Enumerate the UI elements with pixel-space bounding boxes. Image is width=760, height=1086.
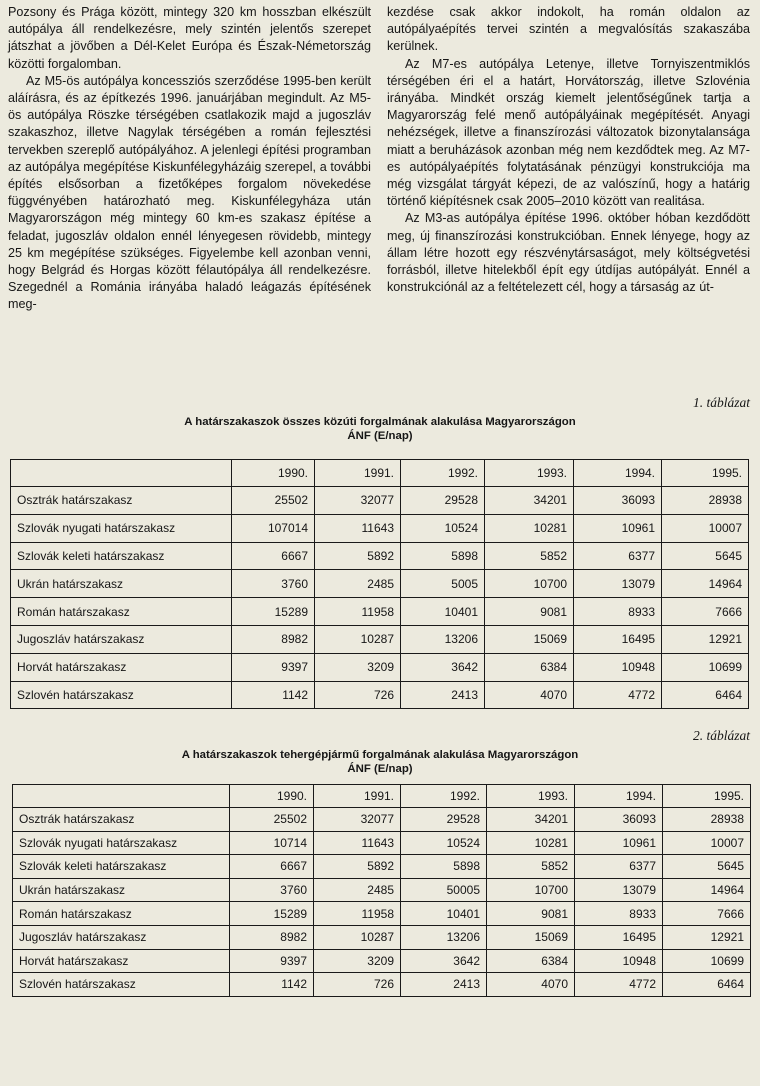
table-cell: 10524 xyxy=(401,831,487,855)
year-header: 1995. xyxy=(662,460,749,487)
paragraph: Az M3-as autópálya építése 1996. október hóban kezdődött meg, új finanszírozási konstrukcióban. Ennek lényege, hogy az állam létre hozott egy részvénytársaságot, mely költségvetési forrásból, illetve hitelekből épít egy útdíjas autópályát. Ennél a konstrukciónál az a feltételezett cél, hogy a társaság az út- xyxy=(387,211,750,295)
table-row xyxy=(13,808,751,832)
table-row xyxy=(13,925,751,949)
table-row xyxy=(11,514,749,542)
row-label: Ukrán határszakasz xyxy=(11,570,232,598)
table-row xyxy=(11,653,749,681)
table-row xyxy=(13,878,751,902)
table-cell: 5892 xyxy=(314,855,401,879)
table-cell: 10948 xyxy=(574,653,662,681)
table-row xyxy=(11,598,749,626)
table-2-label: 2. táblázat xyxy=(692,728,750,743)
table-row xyxy=(13,949,751,973)
table-2-title-line2: ÁNF (E/nap) xyxy=(347,763,413,775)
table-cell: 10287 xyxy=(314,925,401,949)
table-cell: 36093 xyxy=(575,808,663,832)
table-cell: 11958 xyxy=(314,902,401,926)
table-cell: 32077 xyxy=(314,808,401,832)
table-cell: 3760 xyxy=(232,570,315,598)
table-cell: 5852 xyxy=(485,542,574,570)
table-cell: 5892 xyxy=(315,542,401,570)
row-label: Szlovák nyugati határszakasz xyxy=(11,514,232,542)
table-row xyxy=(11,681,749,709)
table-1-label: 1. táblázat xyxy=(692,395,750,410)
table-cell: 15069 xyxy=(485,625,574,653)
table-cell: 6377 xyxy=(574,542,662,570)
table-cell: 28938 xyxy=(662,487,749,515)
table-cell: 3209 xyxy=(314,949,401,973)
year-header: 1993. xyxy=(487,785,575,808)
table-cell: 12921 xyxy=(663,925,751,949)
table-cell: 6667 xyxy=(232,542,315,570)
table-cell: 29528 xyxy=(401,808,487,832)
table-cell: 10401 xyxy=(401,902,487,926)
year-header: 1991. xyxy=(314,785,401,808)
table-2 xyxy=(12,784,751,997)
year-header: 1990. xyxy=(230,785,314,808)
row-label: Horvát határszakasz xyxy=(11,653,232,681)
table-row xyxy=(13,973,751,997)
table-cell: 4070 xyxy=(485,681,574,709)
table-cell: 2485 xyxy=(314,878,401,902)
table-1-title xyxy=(0,415,760,443)
table-cell: 29528 xyxy=(401,487,485,515)
paragraph: Pozsony és Prága között, mintegy 320 km hosszban elkészült autópálya áll rendelkezésre, mely szintén jelentős szerepet játszhat a jövőben a Dél-Kelet Európa és Észak-Németország közötti forgalomban. xyxy=(8,5,371,71)
paragraph: Az M7-es autópálya Letenye, illetve Tornyiszentmiklós térségében éri el a határt, Horvátország, illetve Szlovénia irányába. Mindkét ország kiemelt jelentőségűnek tartja a Magyarország felé menő autópályáinak megépítését. Anyagi nehézségek, illetve a finanszírozási változatok bizonytalansága miatt a beruházások azonban még nem kezdődtek meg. Az M7-es autópályaépítés folytatásának pénzügyi konstrukciója ma még vizsgálat tárgyát képezi, de az valószínű, hogy a határig történő kiépítésnek csak 2005–2010 között van realitása. xyxy=(387,56,750,209)
table-cell: 9081 xyxy=(485,598,574,626)
table-cell: 10524 xyxy=(401,514,485,542)
article-body xyxy=(8,4,750,388)
table-cell: 5852 xyxy=(487,855,575,879)
year-header: 1990. xyxy=(232,460,315,487)
table-cell: 5645 xyxy=(663,855,751,879)
table-cell: 10700 xyxy=(485,570,574,598)
table-cell: 10401 xyxy=(401,598,485,626)
table-cell: 10961 xyxy=(575,831,663,855)
table-cell: 15289 xyxy=(232,598,315,626)
row-label: Horvát határszakasz xyxy=(13,949,230,973)
row-label: Jugoszláv határszakasz xyxy=(13,925,230,949)
table-header-row xyxy=(13,785,751,808)
table-cell: 13206 xyxy=(401,925,487,949)
table-1-title-line2: ÁNF (E/nap) xyxy=(347,430,413,442)
row-label: Szlovén határszakasz xyxy=(11,681,232,709)
header-blank-cell xyxy=(11,460,232,487)
table-cell: 25502 xyxy=(230,808,314,832)
table-cell: 8982 xyxy=(230,925,314,949)
table-cell: 10961 xyxy=(574,514,662,542)
table-cell: 726 xyxy=(314,973,401,997)
table-cell: 726 xyxy=(315,681,401,709)
table-cell: 13079 xyxy=(574,570,662,598)
table-cell: 6384 xyxy=(485,653,574,681)
table-row xyxy=(11,542,749,570)
table-cell: 16495 xyxy=(574,625,662,653)
row-label: Román határszakasz xyxy=(13,902,230,926)
year-header: 1995. xyxy=(663,785,751,808)
table-cell: 10007 xyxy=(663,831,751,855)
table-cell: 8933 xyxy=(574,598,662,626)
row-label: Osztrák határszakasz xyxy=(11,487,232,515)
year-header: 1992. xyxy=(401,460,485,487)
table-cell: 10281 xyxy=(485,514,574,542)
table-cell: 2413 xyxy=(401,681,485,709)
right-column xyxy=(387,4,750,388)
table-cell: 13206 xyxy=(401,625,485,653)
table-cell: 6377 xyxy=(575,855,663,879)
table-cell: 2413 xyxy=(401,973,487,997)
left-column xyxy=(8,4,371,388)
table-row xyxy=(13,902,751,926)
table-cell: 10281 xyxy=(487,831,575,855)
row-label: Osztrák határszakasz xyxy=(13,808,230,832)
table-cell: 14964 xyxy=(662,570,749,598)
table-cell: 16495 xyxy=(575,925,663,949)
row-label: Jugoszláv határszakasz xyxy=(11,625,232,653)
table-cell: 5898 xyxy=(401,542,485,570)
table-cell: 36093 xyxy=(574,487,662,515)
table-cell: 13079 xyxy=(575,878,663,902)
table-cell: 5898 xyxy=(401,855,487,879)
table-cell: 9397 xyxy=(232,653,315,681)
table-cell: 50005 xyxy=(401,878,487,902)
table-cell: 32077 xyxy=(315,487,401,515)
year-header: 1994. xyxy=(574,460,662,487)
table-cell: 6384 xyxy=(487,949,575,973)
year-header: 1991. xyxy=(315,460,401,487)
row-label: Szlovák keleti határszakasz xyxy=(11,542,232,570)
year-header: 1992. xyxy=(401,785,487,808)
table-cell: 11643 xyxy=(314,831,401,855)
row-label: Román határszakasz xyxy=(11,598,232,626)
header-blank-cell xyxy=(13,785,230,808)
table-cell: 10699 xyxy=(662,653,749,681)
table-row xyxy=(11,487,749,515)
table-cell: 6667 xyxy=(230,855,314,879)
table-cell: 4772 xyxy=(575,973,663,997)
row-label: Szlovák nyugati határszakasz xyxy=(13,831,230,855)
table-cell: 9397 xyxy=(230,949,314,973)
year-header: 1994. xyxy=(575,785,663,808)
table-cell: 10714 xyxy=(230,831,314,855)
table-cell: 2485 xyxy=(315,570,401,598)
table-cell: 25502 xyxy=(232,487,315,515)
table-cell: 3209 xyxy=(315,653,401,681)
table-cell: 10700 xyxy=(487,878,575,902)
row-label: Szlovák keleti határszakasz xyxy=(13,855,230,879)
table-cell: 10699 xyxy=(663,949,751,973)
table-cell: 10007 xyxy=(662,514,749,542)
table-cell: 5005 xyxy=(401,570,485,598)
table-row xyxy=(13,831,751,855)
table-cell: 14964 xyxy=(663,878,751,902)
table-cell: 34201 xyxy=(485,487,574,515)
table-cell: 9081 xyxy=(487,902,575,926)
row-label: Szlovén határszakasz xyxy=(13,973,230,997)
table-cell: 107014 xyxy=(232,514,315,542)
table-cell: 3642 xyxy=(401,949,487,973)
table-cell: 8982 xyxy=(232,625,315,653)
table-cell: 11958 xyxy=(315,598,401,626)
table-cell: 28938 xyxy=(663,808,751,832)
table-1-title-line1: A határszakaszok összes közúti forgalmának alakulása Magyarországon xyxy=(184,416,576,428)
paragraph: kezdése csak akkor indokolt, ha román oldalon az autópályaépítés tervei szintén a megvalósítás szakaszába kerülnek. xyxy=(387,5,750,54)
table-cell: 6464 xyxy=(662,681,749,709)
table-cell: 5645 xyxy=(662,542,749,570)
table-cell: 7666 xyxy=(663,902,751,926)
table-cell: 7666 xyxy=(662,598,749,626)
table-cell: 4070 xyxy=(487,973,575,997)
table-1 xyxy=(10,459,749,709)
table-cell: 8933 xyxy=(575,902,663,926)
row-label: Ukrán határszakasz xyxy=(13,878,230,902)
paragraph: Az M5-ös autópálya koncessziós szerződése 1995-ben került aláírásra, és az építkezés 1996. januárjában megindult. Az M5-ös autópálya Röszke térségében csatlakozik majd a jugoszláv szakaszhoz, illetve Nagylak térségében a román fejlesztési tervekben szereplő autópályához. A jelenlegi építési programban az autópálya megépítése Kiskunfélegyházáig szerepel, a további építés elsősorban a fizetőképes forgalom növekedése függvényében határozható meg. Kiskunfélegyháza után Magyarországon még mintegy 60 km-es szakasz építése a feladat, jugoszláv oldalon ennél lényegesen rövidebb, mintegy 25 km megépítése szükséges. Figyelembe kell azonban venni, hogy Belgrád és Horgas között félautópálya áll rendelkezésre. Szegednél a Románia irányába haladó leágazás építésének meg- xyxy=(8,73,371,312)
table-cell: 10287 xyxy=(315,625,401,653)
table-2-title-line1: A határszakaszok tehergépjármű forgalmának alakulása Magyarországon xyxy=(181,749,579,761)
table-cell: 3760 xyxy=(230,878,314,902)
year-header: 1993. xyxy=(485,460,574,487)
table-cell: 1142 xyxy=(232,681,315,709)
table-cell: 10948 xyxy=(575,949,663,973)
table-cell: 11643 xyxy=(315,514,401,542)
table-row xyxy=(13,855,751,879)
table-cell: 1142 xyxy=(230,973,314,997)
table-cell: 15289 xyxy=(230,902,314,926)
table-row xyxy=(11,625,749,653)
table-cell: 4772 xyxy=(574,681,662,709)
table-2-title xyxy=(0,748,760,776)
table-cell: 6464 xyxy=(663,973,751,997)
table-cell: 34201 xyxy=(487,808,575,832)
table-row xyxy=(11,570,749,598)
table-cell: 15069 xyxy=(487,925,575,949)
table-cell: 12921 xyxy=(662,625,749,653)
table-header-row xyxy=(11,460,749,487)
table-cell: 3642 xyxy=(401,653,485,681)
